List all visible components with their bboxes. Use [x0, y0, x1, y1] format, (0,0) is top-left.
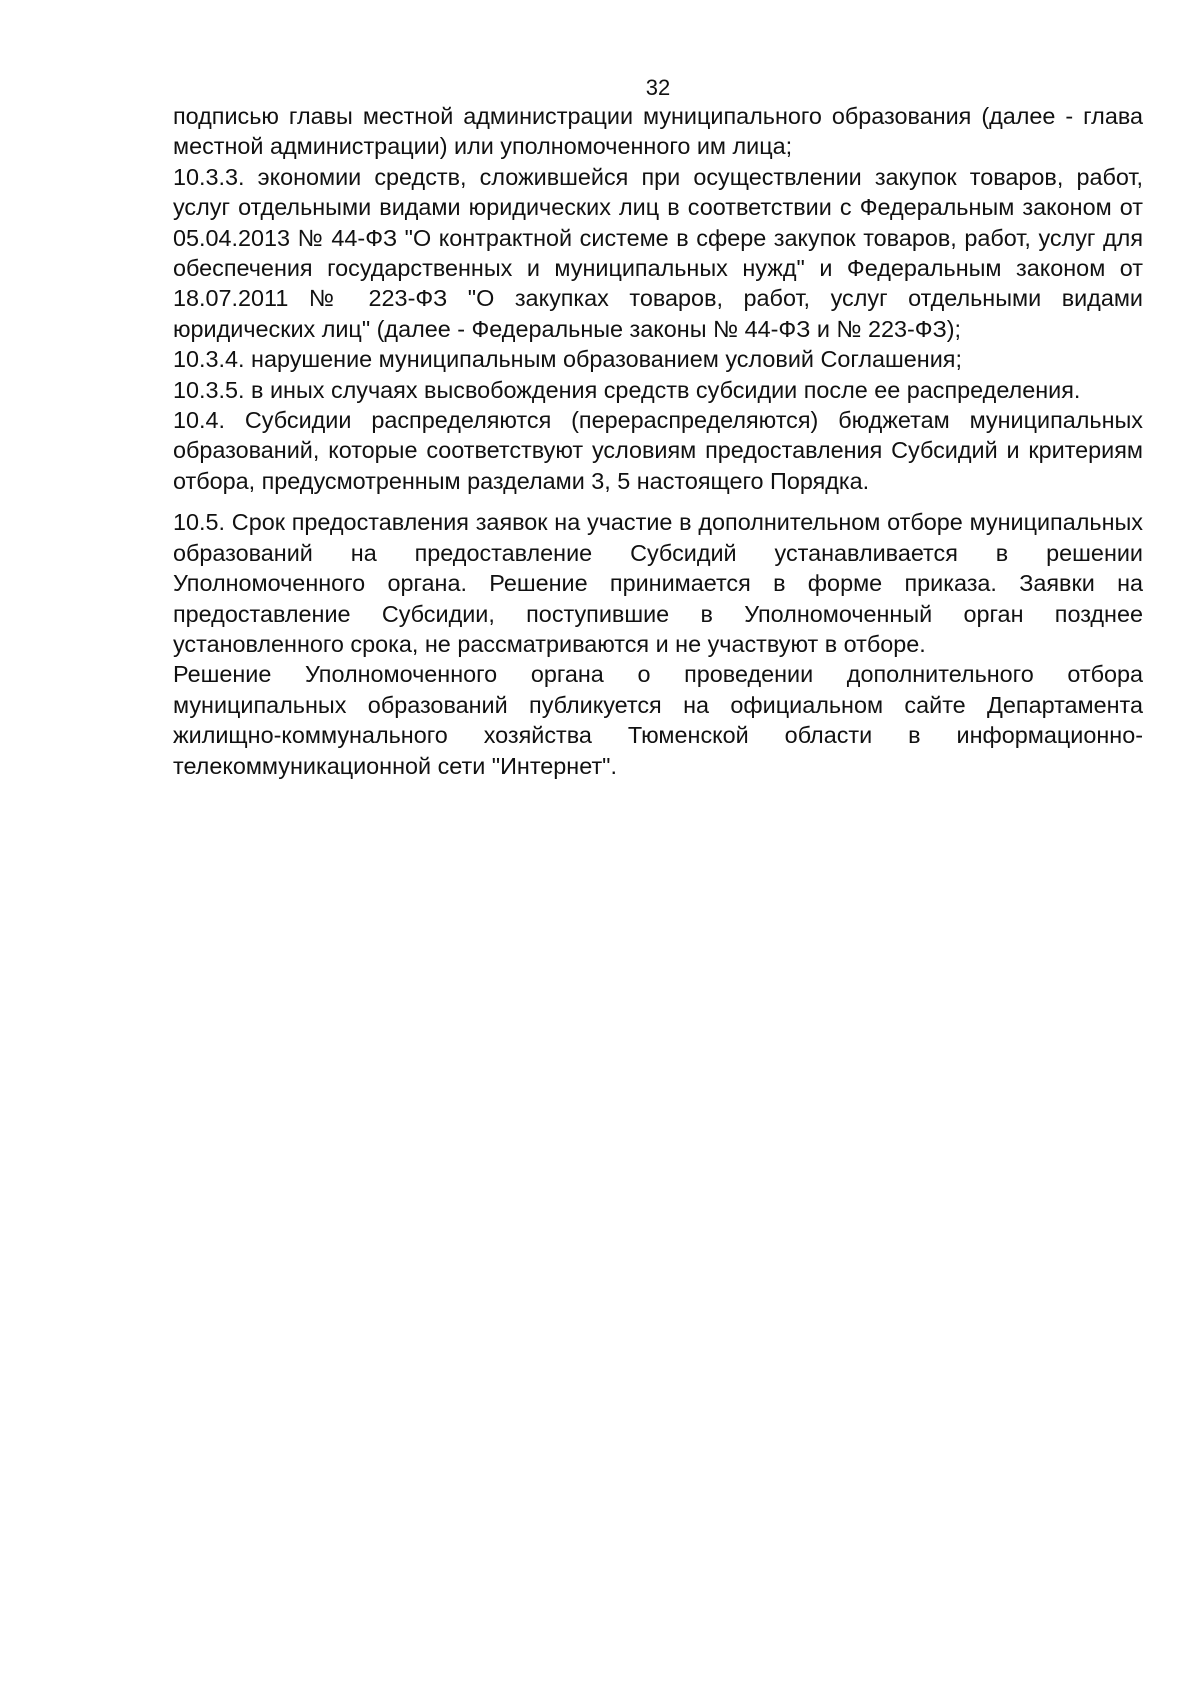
paragraph-10-3-5: 10.3.5. в иных случаях высвобождения средств субсидии после ее распределения.	[173, 376, 1081, 403]
paragraph-10-5: 10.5. Срок предоставления заявок на участие в дополнительном отборе муниципальных образований на предоставление Субсидий устанавливается в решении Уполномоченного органа. Решение принимается в форме приказа. Заявки на предоставление Субсидии, поступившие в Уполномоченный орган позднее установленного срока, не рассматриваются и не участвуют в отборе.	[173, 509, 1143, 657]
paragraph-10-3-3: 10.3.3. экономии средств, сложившейся при осуществлении закупок товаров, работ, услуг отдельными видами юридических лиц в соответствии с Федеральным законом от 05.04.2013 № 44-ФЗ "О контрактной системе в сфере закупок товаров, работ, услуг для обеспечения государственных и муниципальных нужд" и Федеральным законом от 18.07.2011 № 223-ФЗ "О закупках товаров, работ, услуг отдельными видами юридических лиц" (далее - Федеральные законы № 44-ФЗ и № 223-ФЗ);	[173, 163, 1143, 342]
page-number: 32	[645, 75, 671, 100]
paragraph-10-4: 10.4. Субсидии распределяются (перераспределяются) бюджетам муниципальных образований, которые соответствуют условиям предоставления Субсидий и критериям отбора, предусмотренным разделами 3, 5 настоящего Порядка.	[173, 407, 1143, 494]
paragraph-signature-continuation: подписью главы местной администрации муниципального образования (далее - глава местной администрации) или уполномоченного им лица;	[173, 103, 1143, 160]
paragraph-decision-publication: Решение Уполномоченного органа о проведении дополнительного отбора муниципальных образований публикуется на официальном сайте Департамента жилищно-коммунального хозяйства Тюменской области в информационно-телекоммуникационной сети "Интернет".	[173, 661, 1143, 779]
document-body	[173, 101, 1143, 781]
paragraph-10-3-4: 10.3.4. нарушение муниципальным образованием условий Соглашения;	[173, 346, 962, 373]
